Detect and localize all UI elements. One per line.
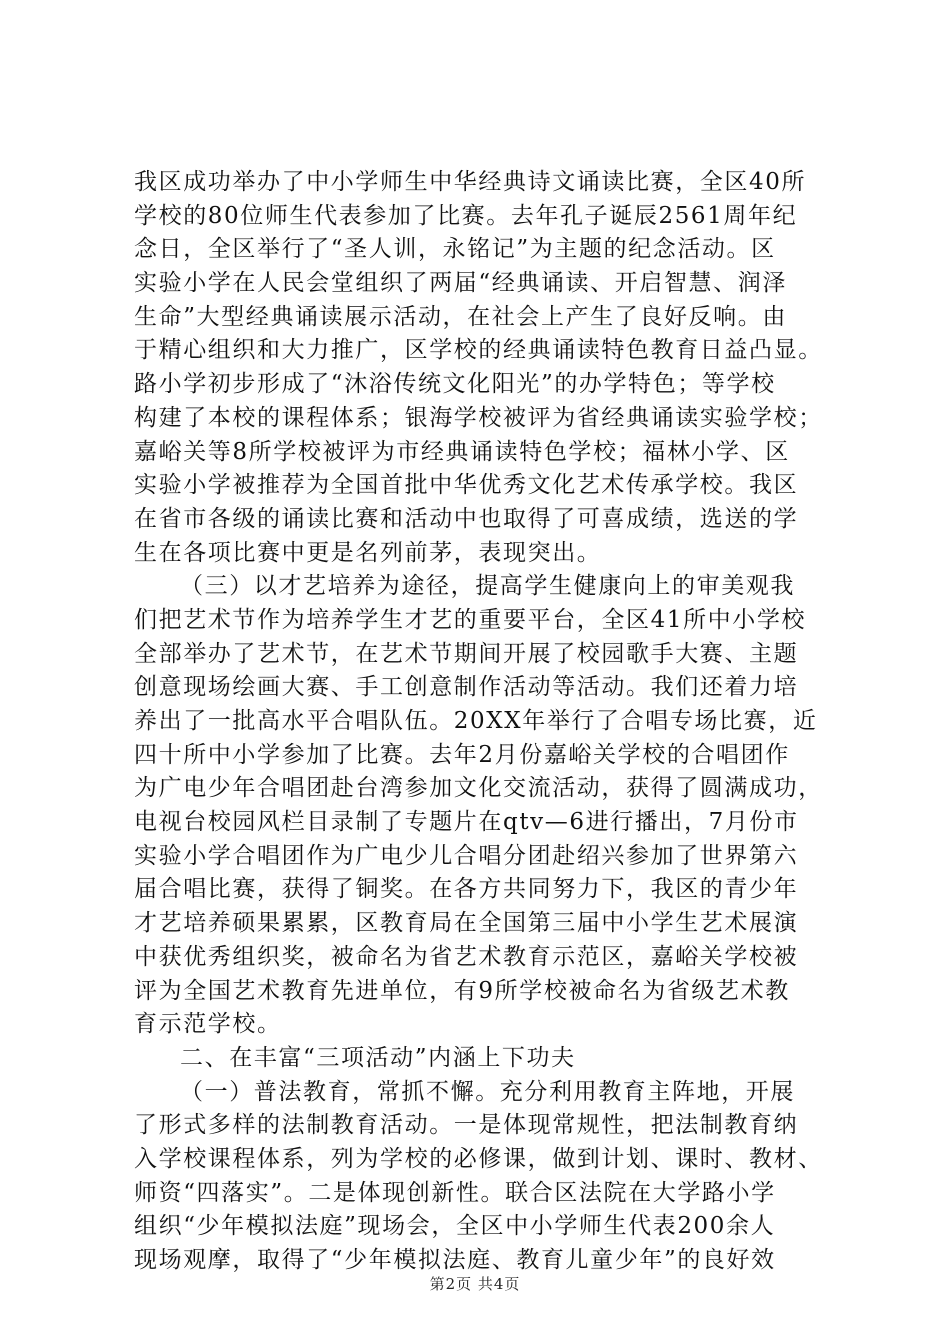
page-footer: 第2页 共4页 bbox=[429, 1275, 521, 1293]
text-line: 实验小学在人民会堂组织了两届“经典诵读、开启智慧、润泽 bbox=[134, 270, 787, 297]
section-heading: 二、在丰富“三项活动”内涵上下功夫 bbox=[180, 1044, 576, 1071]
text-line: 组织“少年模拟法庭”现场会，全区中小学师生代表200余人 bbox=[134, 1213, 776, 1240]
text-line: 在省市各级的诵读比赛和活动中也取得了可喜成绩，选送的学 bbox=[134, 505, 799, 532]
text-line: 全部举办了艺术节，在艺术节期间开展了校园歌手大赛、主题 bbox=[134, 640, 799, 667]
text-line: 四十所中小学参加了比赛。去年2月份嘉峪关学校的合唱团作 bbox=[134, 741, 790, 768]
text-line: 创意现场绘画大赛、手工创意制作活动等活动。我们还着力培 bbox=[134, 674, 799, 701]
text-line: 嘉峪关等8所学校被评为市经典诵读特色学校；福林小学、区 bbox=[134, 438, 790, 465]
text-line: 们把艺术节作为培养学生才艺的重要平台，全区41所中小学校 bbox=[134, 606, 807, 633]
text-line: 才艺培养硕果累累，区教育局在全国第三届中小学生艺术展演 bbox=[134, 910, 799, 937]
text-line: 师资“四落实”。二是体现创新性。联合区法院在大学路小学 bbox=[134, 1179, 776, 1206]
text-line: 路小学初步形成了“沐浴传统文化阳光”的办学特色；等学校 bbox=[134, 371, 776, 398]
text-line: 实验小学合唱团作为广电少儿合唱分团赴绍兴参加了世界第六 bbox=[134, 842, 799, 869]
text-line: 我区成功举办了中小学师生中华经典诗文诵读比赛，全区40所 bbox=[134, 169, 807, 195]
text-line: 入学校课程体系，列为学校的必修课，做到计划、课时、教材、 bbox=[134, 1145, 823, 1172]
text-line: 届合唱比赛，获得了铜奖。在各方共同努力下，我区的青少年 bbox=[134, 876, 799, 903]
text-line: 现场观摩，取得了“少年模拟法庭、教育儿童少年”的良好效 bbox=[134, 1247, 776, 1273]
text-line: 构建了本校的课程体系；银海学校被评为省经典诵读实验学校； bbox=[134, 404, 823, 431]
text-line: 育示范学校。 bbox=[134, 1011, 282, 1038]
body-text bbox=[134, 166, 834, 1278]
paragraph-heading: （三）以才艺培养为途径，提高学生健康向上的审美观我 bbox=[180, 573, 795, 600]
text-line: 电视台校园风栏目录制了专题片在qtv—6进行播出，7月份市 bbox=[134, 809, 799, 836]
paragraph-heading: （一）普法教育，常抓不懈。充分利用教育主阵地，开展 bbox=[180, 1078, 795, 1105]
text-line: 生命”大型经典诵读展示活动，在社会上产生了良好反响。由 bbox=[134, 303, 787, 330]
text-line: 生在各项比赛中更是名列前茅，表现突出。 bbox=[134, 539, 602, 566]
text-line: 为广电少年合唱团赴台湾参加文化交流活动，获得了圆满成功， bbox=[134, 775, 823, 802]
text-line: 中获优秀组织奖，被命名为省艺术教育示范区，嘉峪关学校被 bbox=[134, 943, 799, 970]
text-line: 念日，全区举行了“圣人训，永铭记”为主题的纪念活动。区 bbox=[134, 236, 776, 263]
text-line: 养出了一批高水平合唱队伍。20XX年举行了合唱专场比赛，近 bbox=[134, 708, 818, 734]
text-line: 于精心组织和大力推广，区学校的经典诵读特色教育日益凸显。 bbox=[134, 337, 823, 364]
text-line: 学校的80位师生代表参加了比赛。去年孔子诞辰2561周年纪 bbox=[134, 202, 798, 229]
text-line: 了形式多样的法制教育活动。一是体现常规性，把法制教育纳 bbox=[134, 1112, 799, 1139]
text-line: 实验小学被推荐为全国首批中华优秀文化艺术传承学校。我区 bbox=[134, 472, 799, 499]
text-line: 评为全国艺术教育先进单位，有9所学校被命名为省级艺术教 bbox=[134, 977, 790, 1004]
